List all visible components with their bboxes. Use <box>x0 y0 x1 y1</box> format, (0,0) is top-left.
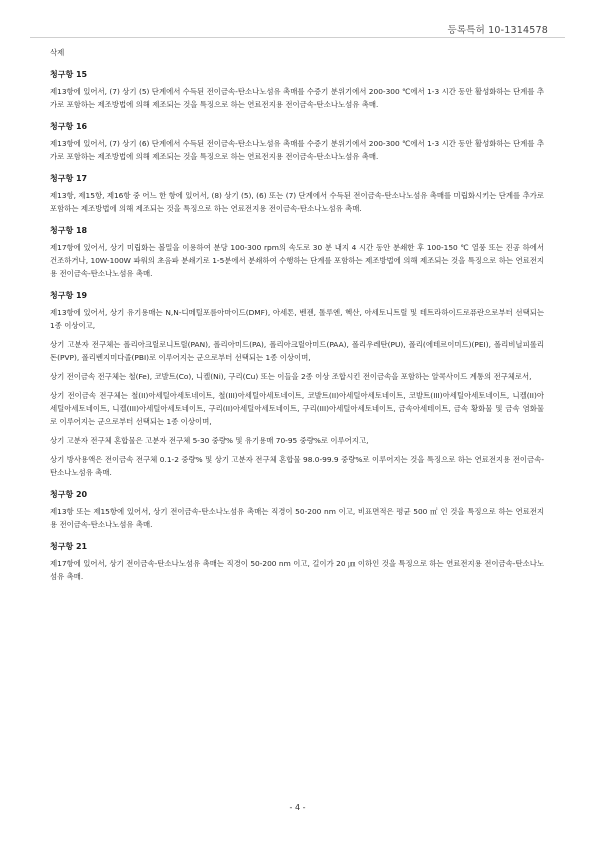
claim-19-solvent: 제13항에 있어서, 상기 유기용매는 N,N-디메틸포름아마이드(DMF), 아세톤, 벤젠, 톨루엔, 헥산, 아세토니트릴 및 테트라하이드로퓨란으로부터 선택되는 1종 이상이고, <box>50 308 544 330</box>
claim-15-heading: 청구항 15 <box>50 70 88 79</box>
claim-18-heading: 청구항 18 <box>50 226 88 235</box>
patent-number: 등록특허 10-1314578 <box>447 25 548 36</box>
claim-15-text: 제13항에 있어서, (7) 상기 (5) 단계에서 수득된 전이금속-탄소나노섬유 촉매를 수증기 분위기에서 200-300 ℃에서 1-3 시간 동안 활성화하는 단계를 추가로 포함하는 제조방법에 의해 제조되는 것을 특징으로 하는 연료전지용 전이금속-탄소나노섬유 촉매. <box>50 87 544 109</box>
document-body <box>50 46 544 583</box>
page-number: - 4 - <box>289 803 306 812</box>
claim-17-text: 제13항, 제15항, 제16항 중 어느 한 항에 있어서, (8) 상기 (5), (6) 또는 (7) 단계에서 수득된 전이금속-탄소나노섬유 촉매를 미립화시키는 단계를 추가로 포함하는 제조방법에 의해 제조되는 것을 특징으로 하는 연료전지용 전이금속-탄소나노섬유 촉매. <box>50 191 544 213</box>
claim-17-heading: 청구항 17 <box>50 174 88 183</box>
claim-19-precursors: 상기 전이금속 전구체는 철(II)아세틸아세토네이트, 철(III)아세틸아세토네이트, 코발트(II)아세틸아세토네이트, 코발트(III)아세틸아세토네이트, 니켈(II)아세틸아세토네이트, 니켈(III)아세틸아세토네이트, 구리(II)아세틸아세토네이트, 구리(III)아세틸아세토네이트, 금속아세테이트, 금속 황화물 및 금속 염화물로 이루어지는 군으로부터 선택되는 1종 이상이며, <box>50 391 544 426</box>
claim-20-heading: 청구항 20 <box>50 490 88 499</box>
claim-19-heading: 청구항 19 <box>50 291 88 300</box>
claim-18-text: 제17항에 있어서, 상기 미립화는 볼밀을 이용하여 분당 100-300 rpm의 속도로 30 분 내지 4 시간 동안 분쇄한 후 100-150 ℃ 열풍 또는 진공 하에서 건조하거나, 10W-100W 파워의 초음파 분쇄기로 1-5분에서 분쇄하여 수행하는 단계를 포함하는 제조방법에 의해 제조되는 것을 특징으로 하는 연료전지용 전이금속-탄소나노섬유 촉매. <box>50 243 544 278</box>
claim-16-text: 제13항에 있어서, (7) 상기 (6) 단계에서 수득된 전이금속-탄소나노섬유 촉매를 수증기 분위기에서 200-300 ℃에서 1-3 시간 동안 활성화하는 단계를 추가로 포함하는 제조방법에 의해 제조되는 것을 특징으로 하는 연료전지용 전이금속-탄소나노섬유 촉매. <box>50 139 544 161</box>
claim-21-heading: 청구항 21 <box>50 542 88 551</box>
claim-16-heading: 청구항 16 <box>50 122 88 131</box>
claim-19-mixture: 상기 고분자 전구체 혼합물은 고분자 전구체 5-30 중량% 및 유기용매 70-95 중량%로 이루어지고, <box>50 436 369 445</box>
claim-19-metal: 상기 전이금속 전구체는 철(Fe), 코발트(Co), 니켈(Ni), 구리(Cu) 또는 이들을 2종 이상 조합시킨 전이금속을 포함하는 알콕사이드 계통의 전구체로서, <box>50 372 532 381</box>
deleted-claim-note: 삭제 <box>50 48 65 57</box>
claim-19-spinning-solution: 상기 방사용액은 전이금속 전구체 0.1-2 중량% 및 상기 고분자 전구체 혼합물 98.0-99.9 중량%로 이루어지는 것을 특징으로 하는 연료전지용 전이금속-탄소나노섬유 촉매. <box>50 455 544 477</box>
header-rule <box>30 37 565 38</box>
claim-21-text: 제17항에 있어서, 상기 전이금속-탄소나노섬유 촉매는 직경이 50-200 nm 이고, 길이가 20 ㎛ 이하인 것을 특징으로 하는 연료전지용 전이금속-탄소나노섬유 촉매. <box>50 559 544 581</box>
claim-20-text: 제13항 또는 제15항에 있어서, 상기 전이금속-탄소나노섬유 촉매는 직경이 50-200 nm 이고, 비표면적은 평균 500 ㎡ 인 것을 특징으로 하는 연료전지용 전이금속-탄소나노섬유 촉매. <box>50 507 544 529</box>
claim-19-polymer: 상기 고분자 전구체는 폴리아크릴로니트릴(PAN), 폴리아미드(PA), 폴리아크릴아미드(PAA), 폴리우레탄(PU), 폴리(에테르이미드)(PEI), 폴리비닐피롤리돈(PVP), 폴리벤지미다졸(PBI)로 이루어지는 군으로부터 선택되는 1종 이상이며, <box>50 340 544 362</box>
